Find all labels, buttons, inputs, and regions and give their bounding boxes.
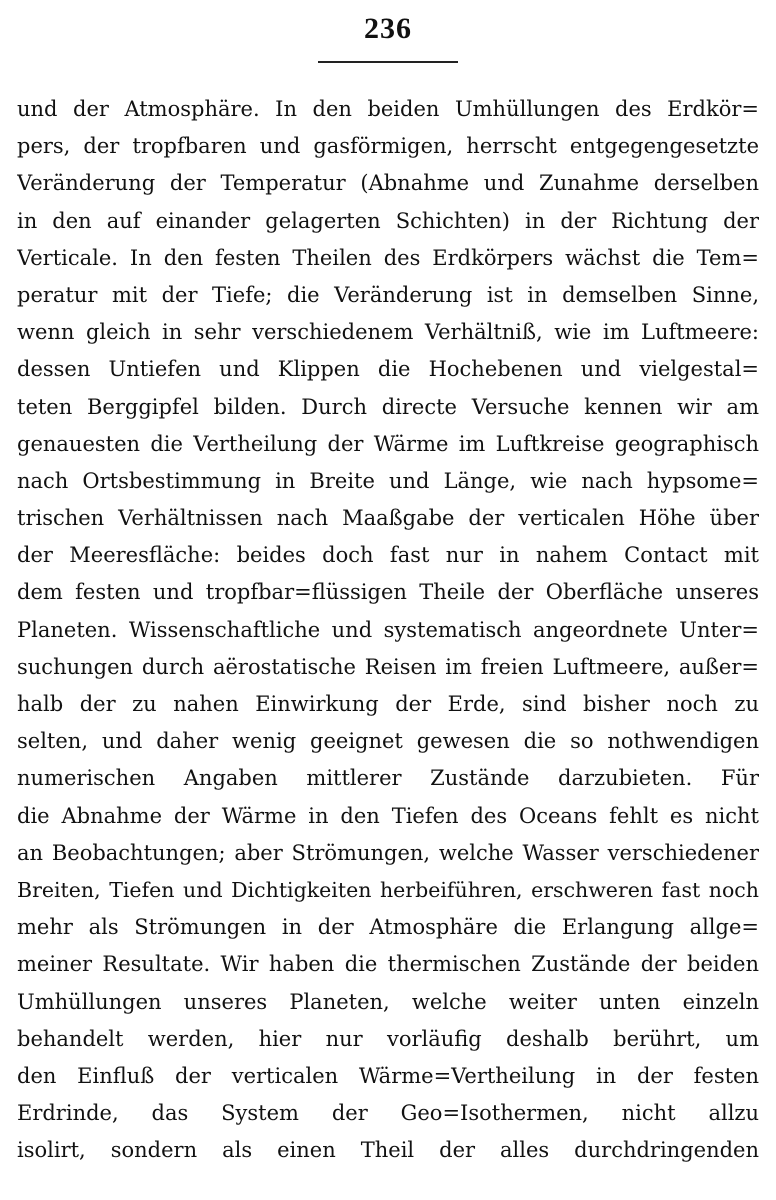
- text-line: an Beobachtungen; aber Strömungen, welche Wasser verschiedener: [17, 840, 759, 865]
- text-line: suchungen durch aërostatische Reisen im freien Luftmeere, außer=: [17, 654, 759, 679]
- text-line: der Meeresfläche: beides doch fast nur in nahem Contact mit: [17, 543, 759, 568]
- text-line: numerischen Angaben mittlerer Zustände darzubieten. Für: [17, 766, 759, 791]
- text-line: Planeten. Wissenschaftliche und systematisch angeordnete Unter=: [17, 617, 759, 642]
- text-line: genauesten die Vertheilung der Wärme im Luftkreise geographisch: [17, 431, 759, 456]
- text-line: selten, und daher wenig geeignet gewesen die so nothwendigen: [17, 729, 759, 754]
- text-line: Erdrinde, das System der Geo=Isothermen, nicht allzu: [17, 1101, 759, 1126]
- text-line: dessen Untiefen und Klippen die Hochebenen und vielgestal=: [17, 357, 759, 382]
- text-line: und der Atmosphäre. In den beiden Umhüllungen des Erdkör=: [17, 97, 759, 121]
- body-text: [17, 91, 759, 1169]
- text-line: Veränderung der Temperatur (Abnahme und Zunahme derselben: [17, 171, 759, 196]
- text-line: den Einfluß der verticalen Wärme=Vertheilung in der festen: [17, 1063, 759, 1088]
- text-line: nach Ortsbestimmung in Breite und Länge, wie nach hypsome=: [17, 468, 759, 493]
- text-line: dem festen und tropfbar=flüssigen Theile der Oberfläche unseres: [17, 580, 759, 605]
- text-line: Verticale. In den festen Theilen des Erdkörpers wächst die Tem=: [17, 245, 759, 270]
- text-line: isolirt, sondern als einen Theil der alles durchdringenden: [17, 1138, 759, 1163]
- text-line: Breiten, Tiefen und Dichtigkeiten herbeiführen, erschweren fast noch: [17, 877, 759, 902]
- text-line: peratur mit der Tiefe; die Veränderung ist in demselben Sinne,: [17, 282, 759, 307]
- text-line: trischen Verhältnissen nach Maaßgabe der verticalen Höhe über: [17, 506, 759, 531]
- text-line: wenn gleich in sehr verschiedenem Verhältniß, wie im Luftmeere:: [17, 320, 759, 345]
- text-line: in den auf einander gelagerten Schichten) in der Richtung der: [17, 208, 759, 233]
- text-line: teten Berggipfel bilden. Durch directe Versuche kennen wir am: [17, 394, 759, 419]
- text-line: meiner Resultate. Wir haben die thermischen Zustände der beiden: [17, 952, 759, 977]
- header-rule: [318, 61, 458, 63]
- text-line: mehr als Strömungen in der Atmosphäre die Erlangung allge=: [17, 915, 759, 940]
- text-line: die Abnahme der Wärme in den Tiefen des Oceans fehlt es nicht: [17, 803, 759, 828]
- text-line: pers, der tropfbaren und gasförmigen, herrscht entgegengesetzte: [17, 134, 759, 159]
- text-line: behandelt werden, hier nur vorläufig deshalb berührt, um: [17, 1026, 759, 1051]
- text-line: halb der zu nahen Einwirkung der Erde, sind bisher noch zu: [17, 692, 759, 716]
- page-number: 236: [364, 12, 412, 45]
- text-line: Umhüllungen unseres Planeten, welche weiter unten einzeln: [17, 989, 759, 1014]
